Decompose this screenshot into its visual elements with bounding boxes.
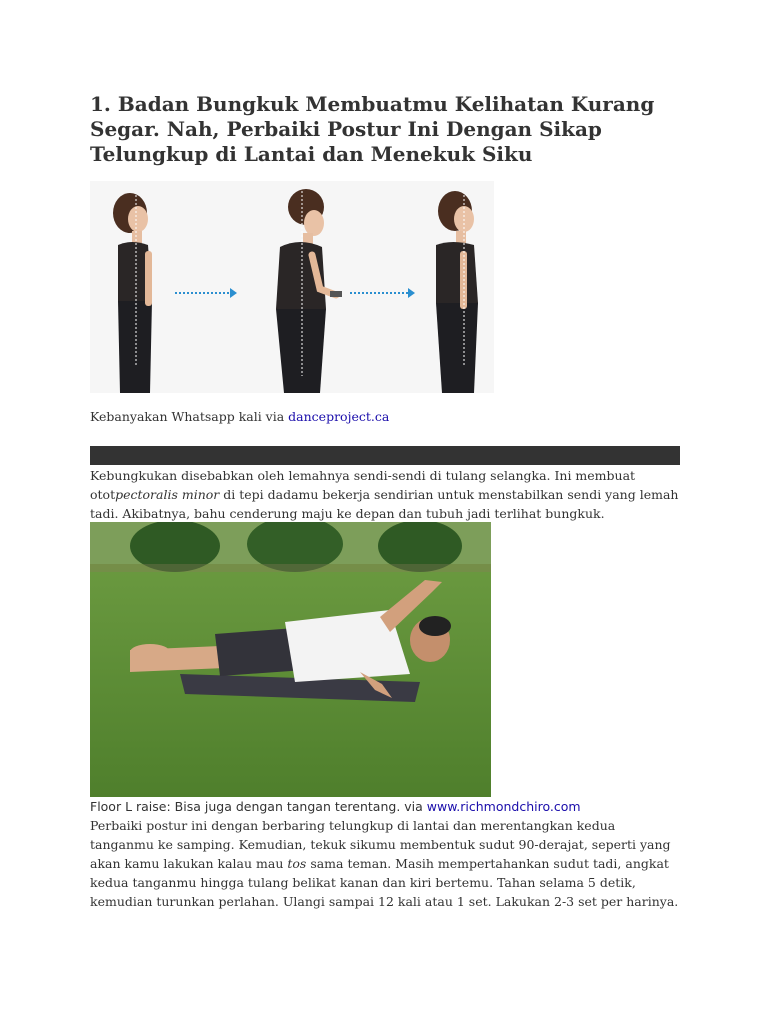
paragraph-clavicle — [90, 466, 682, 523]
caption-text: Kebanyakan Whatsapp kali via — [90, 409, 289, 424]
paragraph-italic: tos — [287, 856, 307, 871]
paragraph-text: sama teman. Masih mempertahankan sudut tadi, angkat kedua tanganmu hingga tulang belikat kanan dan kiri bertemu. Tahan selama 5 detik, kemudian turunkan perlahan. Ulangi sampai 12 kali atau 1 set. Lakukan 2-3 set per harinya. — [90, 856, 679, 909]
posture-sequence-image — [90, 181, 494, 393]
floor-l-raise-image — [90, 522, 491, 797]
paragraph-text: Kebungkukan disebabkan oleh lemahnya sendi-sendi di tulang selangka. Ini membuat otot — [90, 468, 636, 502]
paragraph-italic: pectoralis minor — [115, 487, 220, 502]
paragraph-text: Perbaiki postur ini dengan berbaring telungkup di lantai dan merentangkan kedua tanganmu ke samping. Kemudian, tekuk sikumu membentuk sudut 90-derajat, seperti yang akan kamu lakukan kalau mau — [90, 818, 671, 871]
paragraph-instructions — [90, 816, 682, 911]
divider-bar — [90, 446, 680, 465]
danceproject-link[interactable]: danceproject.ca — [288, 409, 390, 424]
figure1-caption — [90, 409, 389, 424]
figure2-caption — [90, 797, 581, 816]
richmondchiro-link[interactable]: www.richmondchiro.com — [426, 799, 581, 814]
paragraph-text: di tepi dadamu bekerja sendirian untuk menstabilkan sendi yang lemah tadi. Akibatnya, bahu cenderung maju ke depan dan tubuh jadi terlihat bungkuk. — [90, 487, 679, 521]
caption-text: Floor L raise: Bisa juga dengan tangan terentang. via — [90, 799, 427, 814]
section-heading: 1. Badan Bungkuk Membuatmu Kelihatan Kurang Segar. Nah, Perbaiki Postur Ini Dengan Sikap Telungkup di Lantai dan Menekuk Siku — [90, 92, 655, 166]
person-upright-figure — [436, 191, 478, 393]
